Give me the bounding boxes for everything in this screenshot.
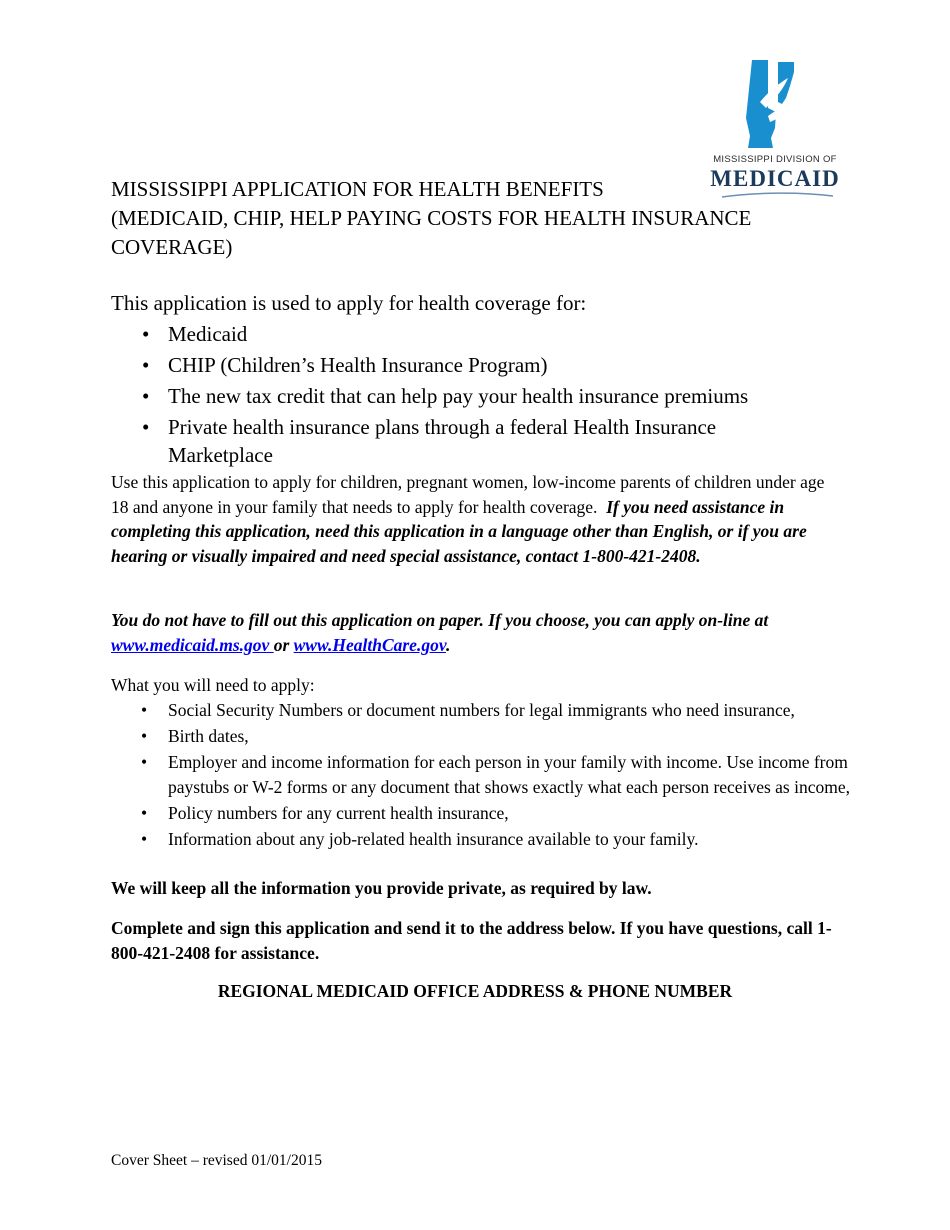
need-heading: What you will need to apply: xyxy=(111,675,315,695)
list-item: • CHIP (Children’s Health Insurance Program) xyxy=(111,351,811,379)
mississippi-hands-icon xyxy=(738,58,808,150)
office-heading: REGIONAL MEDICAID OFFICE ADDRESS & PHONE NUMBER xyxy=(217,981,733,1001)
list-item: • Private health insurance plans through a federal Health Insurance Marketplace xyxy=(111,413,811,469)
page-title xyxy=(111,175,831,262)
list-item: • Medicaid xyxy=(111,320,811,348)
privacy-statement: We will keep all the information you provide private, as required by law. xyxy=(111,878,652,898)
online-text: You do not have to fill out this application on paper. If you choose, you can apply on-line at xyxy=(111,610,769,630)
assistance-text: If you need assistance in completing this application, need this application in a language other than English, or if you are hearing or visually impaired and need special assistance, contact 1-800-421-2408. xyxy=(111,496,807,566)
list-item: • Employer and income information for each person in your family with income. Use income from paystubs or W-2 forms or any document that shows exactly what each person receives as income, xyxy=(111,750,851,800)
list-item: • Policy numbers for any current health insurance, xyxy=(111,801,851,826)
eligibility-text: Use this application to apply for children, pregnant women, low-income parents of children under age 18 and anyone in your family that needs to apply for health coverage. xyxy=(111,472,825,517)
page-title-line2: (MEDICAID, CHIP, HELP PAYING COSTS FOR HEALTH INSURANCE COVERAGE) xyxy=(111,206,752,259)
page-footer: Cover Sheet – revised 01/01/2015 xyxy=(111,1152,322,1169)
logo-org-line: MISSISSIPPI DIVISION OF xyxy=(713,154,837,165)
list-item: • Social Security Numbers or document numbers for legal immigrants who need insurance, xyxy=(111,698,851,723)
online-end: . xyxy=(445,634,451,655)
coverage-list xyxy=(111,320,811,472)
list-item: • Information about any job-related health insurance available to your family. xyxy=(111,827,851,852)
healthcare-link[interactable]: www.HealthCare.gov xyxy=(293,634,446,655)
send-instructions: Complete and sign this application and send it to the address below. If you have questions, call 1-800-421-2408 for assistance. xyxy=(111,918,832,963)
logo-brand-name: MEDICAID xyxy=(710,166,840,191)
list-item: • The new tax credit that can help pay your health insurance premiums xyxy=(111,382,811,410)
online-paragraph xyxy=(111,608,841,657)
eligibility-paragraph xyxy=(111,470,841,568)
medicaid-link[interactable]: www.medicaid.ms.gov xyxy=(111,634,274,655)
list-item: • Birth dates, xyxy=(111,724,851,749)
online-or: or xyxy=(273,634,294,655)
page-title-line1: MISSISSIPPI APPLICATION FOR HEALTH BENEFITS xyxy=(111,177,604,201)
intro-text: This application is used to apply for health coverage for: xyxy=(111,291,587,315)
requirements-list xyxy=(111,698,851,853)
